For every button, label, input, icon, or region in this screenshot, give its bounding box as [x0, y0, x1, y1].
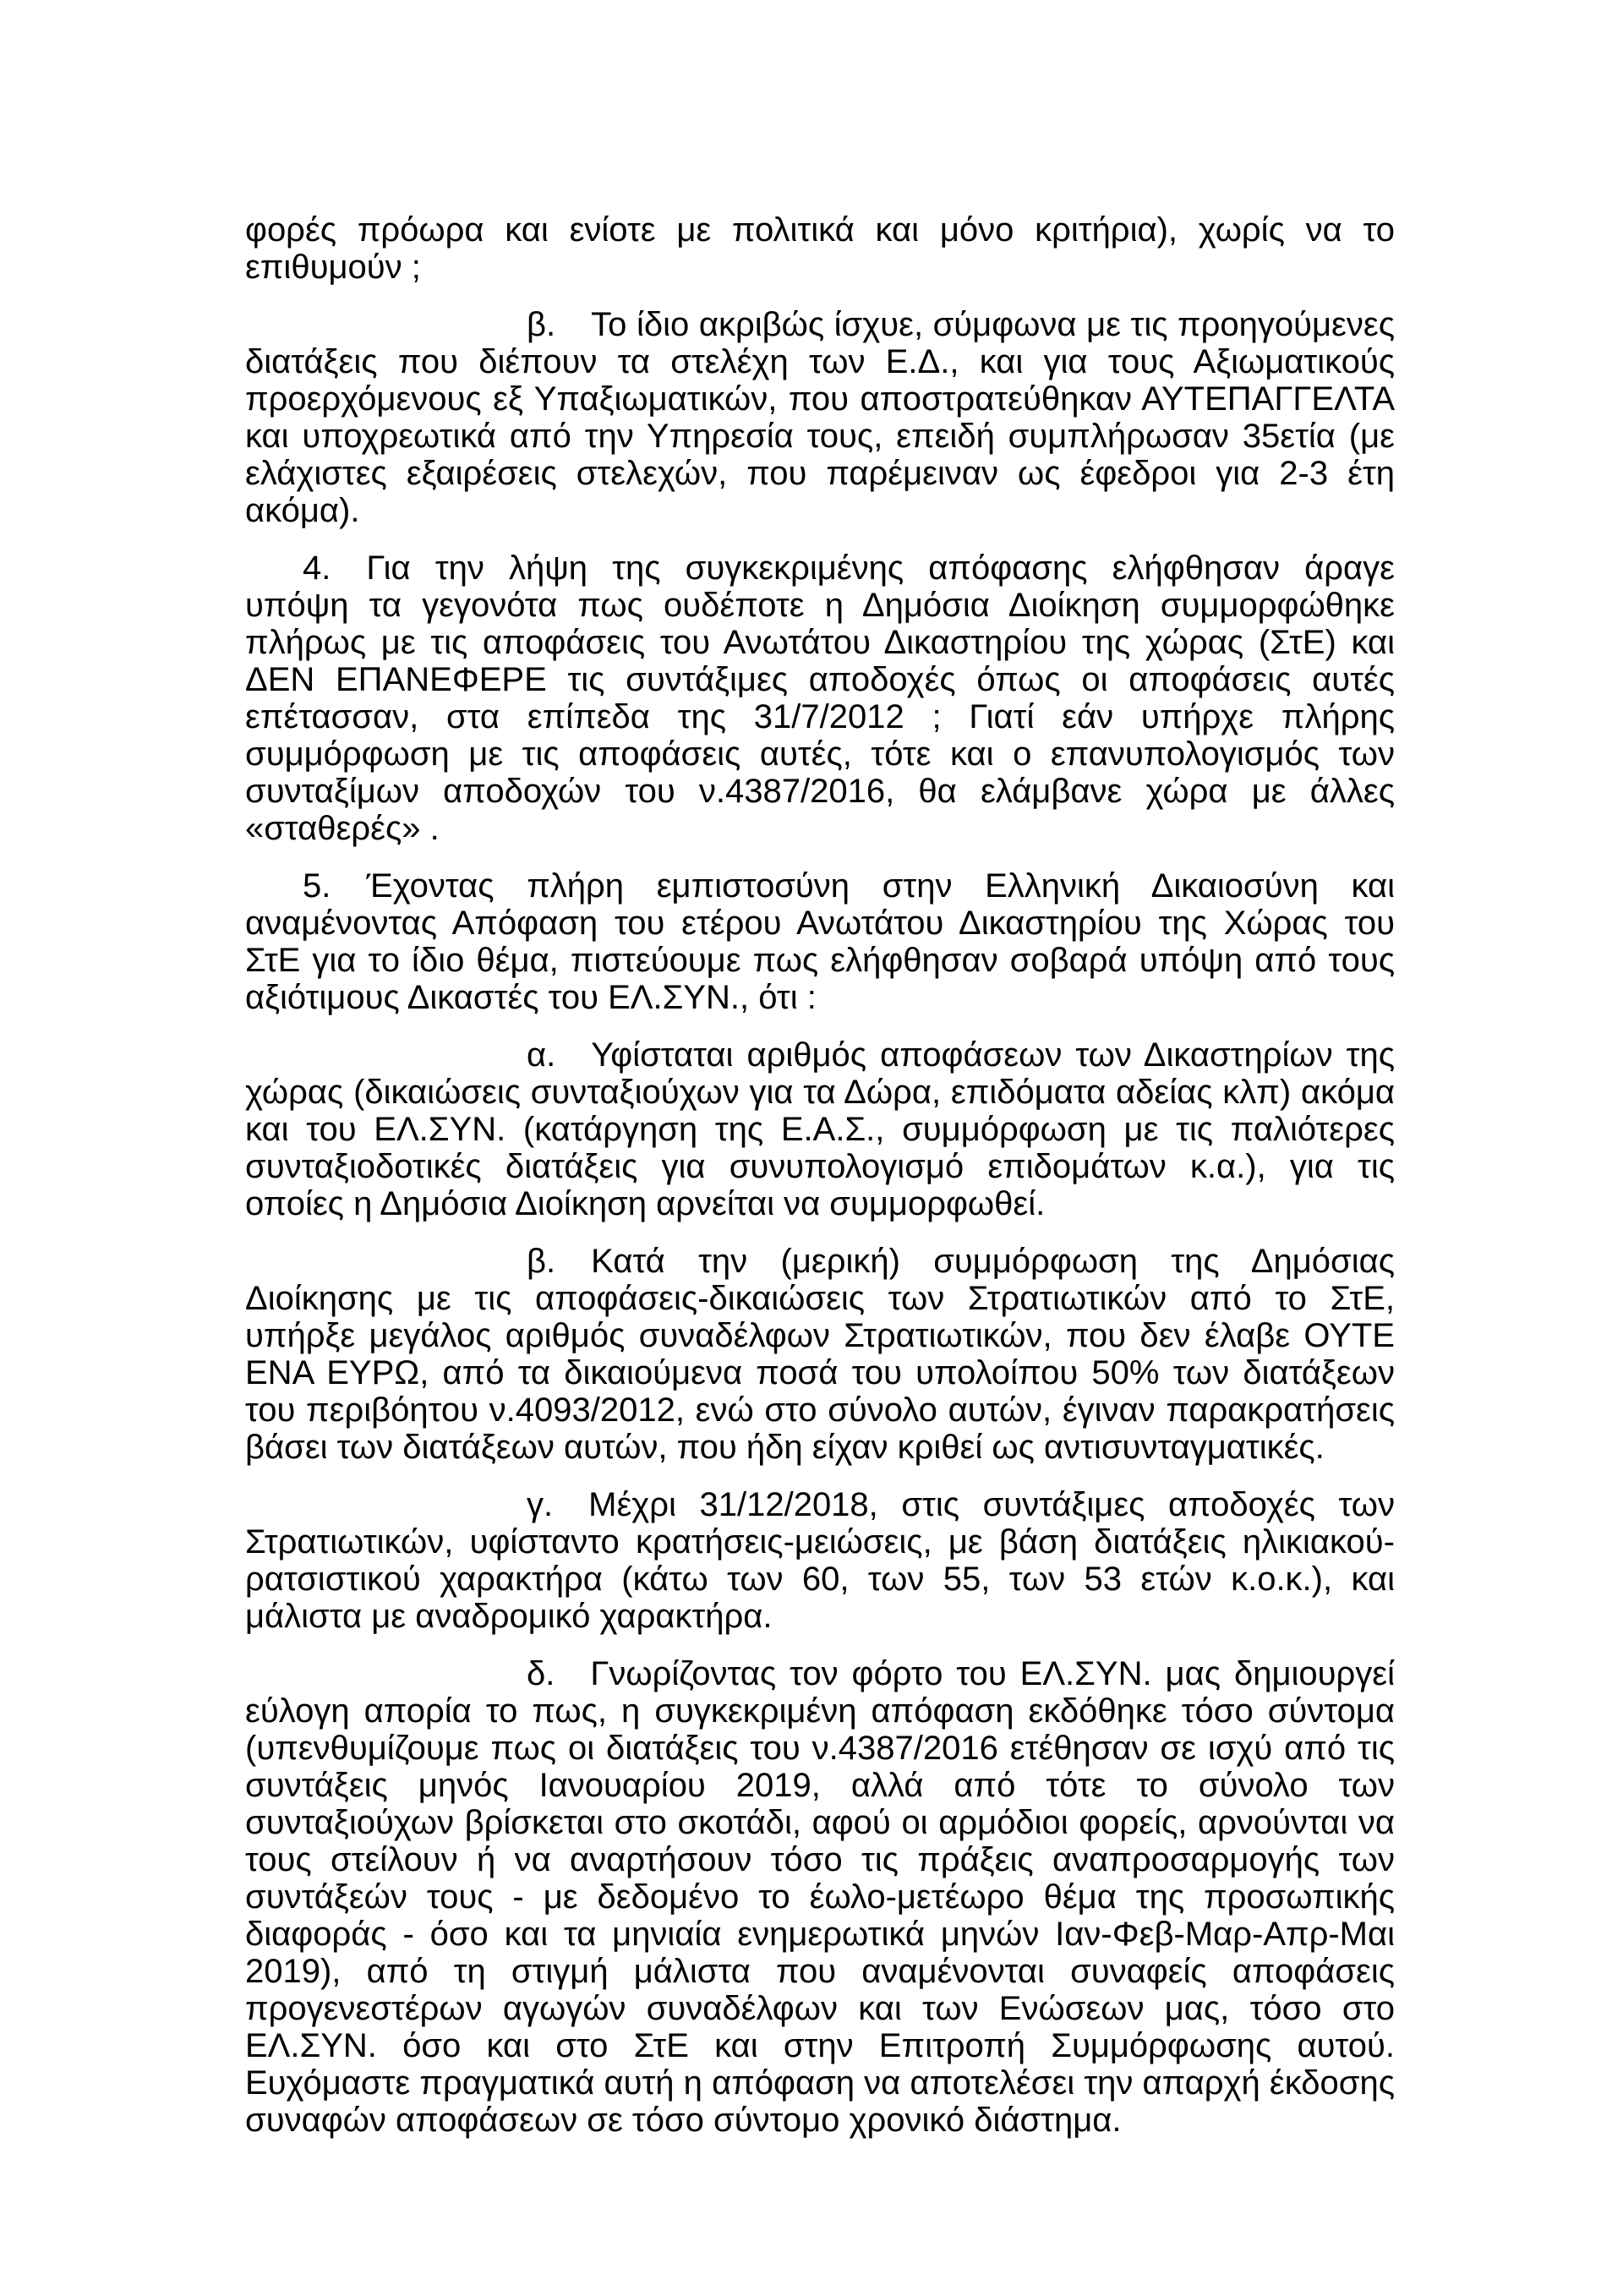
paragraph-text: Μέχρι 31/12/2018, στις συντάξιμες αποδοχές των Στρατιωτικών, υφίσταντο κρατήσεις-μειώσεις, με βάση διατάξεις ηλικιακού-ρατσιστικού χαρακτήρα (κάτω των 60, των 55, των 53 ετών κ.ο.κ.), και μάλιστα με αναδρομικό χαρακτήρα. — [245, 1486, 1395, 1635]
paragraph-continuation — [245, 211, 1395, 286]
paragraph-item-5 — [245, 867, 1395, 1016]
paragraph-text: Το ίδιο ακριβώς ίσχυε, σύμφωνα με τις προηγούμενες διατάξεις που διέπουν τα στελέχη των Ε.Δ., και για τους Αξιωματικούς προερχόμενους εξ Υπαξιωματικών, που αποστρατεύθηκαν ΑΥΤΕΠΑΓΓΕΛΤΑ και υποχρεωτικά από την Υπηρεσία τους, επειδή συμπλήρωσαν 35ετία (με ελάχιστες εξαιρέσεις στελεχών, που παρέμειναν ως έφεδροι για 2-3 έτη ακόμα). — [245, 306, 1395, 529]
paragraph-label: 5. — [303, 867, 331, 905]
paragraph-text: Κατά την (μερική) συμμόρφωση της Δημόσιας Διοίκησης με τις αποφάσεις-δικαιώσεις των Στρατιωτικών από το ΣτΕ, υπήρξε μεγάλος αριθμός συναδέλφων Στρατιωτικών, που δεν έλαβε ΟΥΤΕ ΕΝΑ ΕΥΡΩ, από τα δικαιούμενα ποσά του υπολοίπου 50% των διατάξεων του περιβόητου ν.4093/2012, ενώ στο σύνολο αυτών, έγιναν παρακρατήσεις βάσει των διατάξεων αυτών, που ήδη είχαν κριθεί ως αντισυνταγματικές. — [245, 1243, 1395, 1466]
paragraph-label: β. — [527, 306, 556, 343]
paragraph-text: Έχοντας πλήρη εμπιστοσύνη στην Ελληνική Δικαιοσύνη και αναμένοντας Απόφαση του ετέρου Ανωτάτου Δικαστηρίου της Χώρας του ΣτΕ για το ίδιο θέμα, πιστεύουμε πως ελήφθησαν σοβαρά υπόψη από τους αξιότιμους Δικαστές του ΕΛ.ΣΥΝ., ότι : — [245, 867, 1395, 1016]
paragraph-item-gamma — [245, 1486, 1395, 1635]
paragraph-item-alpha — [245, 1036, 1395, 1222]
paragraph-text: Γνωρίζοντας τον φόρτο του ΕΛ.ΣΥΝ. μας δημιουργεί εύλογη απορία το πως, η συγκεκριμένη απόφαση εκδόθηκε τόσο σύντομα (υπενθυμίζουμε πως οι διατάξεις του ν.4387/2016 ετέθησαν σε ισχύ από τις συντάξεις μηνός Ιανουαρίου 2019, αλλά από τότε το σύνολο των συνταξιούχων βρίσκεται στο σκοτάδι, αφού οι αρμόδιοι φορείς, αρνούνται να τους στείλουν ή να αναρτήσουν τόσο τις πράξεις αναπροσαρμογής των συντάξεών τους - με δεδομένο το έωλο-μετέωρο θέμα της προσωπικής διαφοράς - όσο και τα μηνιαία ενημερωτικά μηνών Ιαν-Φεβ-Μαρ-Απρ-Μαι 2019), από τη στιγμή μάλιστα που αναμένονται συναφείς αποφάσεις προγενεστέρων αγωγών συναδέλφων και των Ενώσεων μας, τόσο στο ΕΛ.ΣΥΝ. όσο και στο ΣτΕ και στην Επιτροπή Συμμόρφωσης αυτού. Ευχόμαστε πραγματικά αυτή η απόφαση να αποτελέσει την απαρχή έκδοσης συναφών αποφάσεων σε τόσο σύντομο χρονικό διάστημα. — [245, 1655, 1395, 2139]
document-text-block — [245, 211, 1395, 2139]
paragraph-label: α. — [527, 1036, 556, 1074]
paragraph-label: γ. — [527, 1486, 554, 1523]
paragraph-item-delta — [245, 1655, 1395, 2139]
paragraph-label: 4. — [303, 549, 331, 587]
paragraph-text: Υφίσταται αριθμός αποφάσεων των Δικαστηρίων της χώρας (δικαιώσεις συνταξιούχων για τα Δώρα, επιδόματα αδείας κλπ) ακόμα και του ΕΛ.ΣΥΝ. (κατάργηση της Ε.Α.Σ., συμμόρφωση με τις παλιότερες συνταξιοδοτικές διατάξεις για συνυπολογισμό επιδομάτων κ.α.), για τις οποίες η Δημόσια Διοίκηση αρνείται να συμμορφωθεί. — [245, 1036, 1395, 1222]
paragraph-item-beta — [245, 306, 1395, 529]
paragraph-label: β. — [527, 1243, 556, 1280]
paragraph-text: φορές πρόωρα και ενίοτε με πολιτικά και μόνο κριτήρια), χωρίς να το επιθυμούν ; — [245, 211, 1395, 286]
paragraph-item-beta2 — [245, 1243, 1395, 1466]
paragraph-item-4 — [245, 549, 1395, 847]
paragraph-text: Για την λήψη της συγκεκριμένης απόφασης ελήφθησαν άραγε υπόψη τα γεγονότα πως ουδέποτε η Δημόσια Διοίκηση συμμορφώθηκε πλήρως με τις αποφάσεις του Ανωτάτου Δικαστηρίου της χώρας (ΣτΕ) και ΔΕΝ ΕΠΑΝΕΦΕΡΕ τις συντάξιμες αποδοχές όπως οι αποφάσεις αυτές επέτασσαν, στα επίπεδα της 31/7/2012 ; Γιατί εάν υπήρχε πλήρης συμμόρφωση με τις αποφάσεις αυτές, τότε και ο επανυπολογισμός των συνταξίμων αποδοχών του ν.4387/2016, θα ελάμβανε χώρα με άλλες «σταθερές» . — [245, 549, 1395, 847]
paragraph-label: δ. — [527, 1655, 555, 1692]
